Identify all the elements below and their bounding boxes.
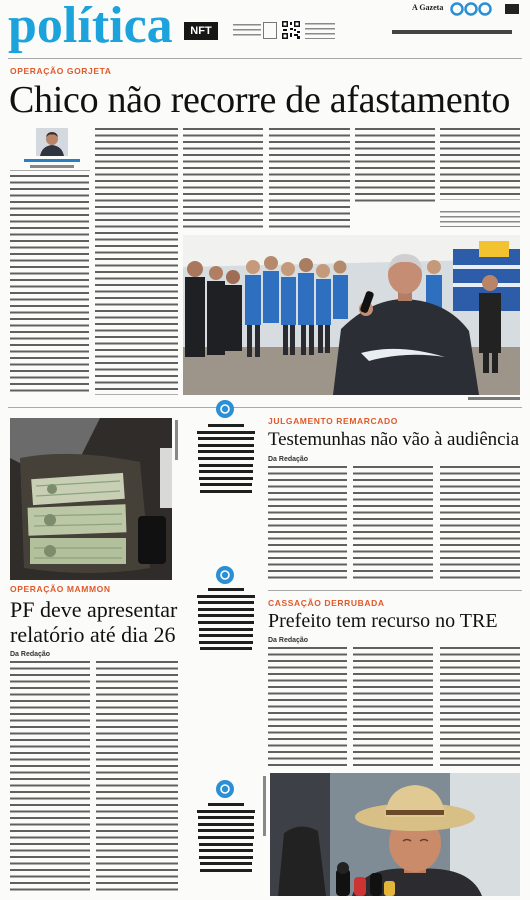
text-line [197, 595, 254, 598]
witnesses-body-column-3 [440, 466, 520, 580]
text-line [198, 457, 253, 460]
text-line [197, 810, 254, 813]
mayor-body-column-1 [268, 647, 347, 767]
main-headline: Chico não recorre de afastamento [9, 79, 511, 121]
gazeta-logo-dots-icon [450, 2, 494, 16]
mayor-body-column-2 [353, 647, 433, 767]
text-line [208, 424, 244, 427]
blue-circle-icon [216, 780, 234, 798]
publication-name: A Gazeta [412, 3, 444, 12]
main-body-column-1 [10, 175, 89, 395]
blue-circle-icon [216, 400, 234, 418]
text-line [199, 470, 253, 473]
main-body-column-5 [355, 128, 435, 206]
text-line [198, 608, 254, 611]
sidebar-highlight-3 [197, 803, 255, 876]
main-photo [183, 235, 520, 395]
right-divider [268, 590, 522, 591]
text-line [198, 621, 253, 624]
mayor-photo [270, 773, 520, 896]
main-photo-caption [440, 211, 520, 227]
text-line [199, 634, 253, 637]
text-line [198, 601, 255, 604]
main-body-column-3 [183, 128, 263, 229]
mayor-headline: Prefeito tem recurso no TRE [268, 610, 498, 632]
text-line [198, 614, 254, 617]
text-line [199, 464, 254, 467]
section-badge: NFT [184, 22, 218, 40]
author-role [30, 165, 74, 168]
sidebar-highlight-1 [197, 424, 255, 497]
text-line [198, 437, 255, 440]
text-line [199, 628, 254, 631]
text-line [208, 803, 244, 806]
author-divider [10, 170, 90, 171]
phone-icon [263, 22, 277, 39]
text-line [200, 647, 253, 650]
text-line [198, 836, 253, 839]
witnesses-body-column-2 [353, 466, 433, 580]
text-line [200, 869, 252, 872]
header-note-text [233, 24, 261, 38]
main-body-column-2 [95, 128, 178, 395]
text-line [197, 431, 254, 434]
text-line [198, 816, 255, 819]
sidebar-highlight-2 [197, 588, 255, 654]
main-body-column-4 [269, 128, 350, 229]
text-line [200, 483, 253, 486]
witnesses-byline: Da Redação [268, 456, 309, 463]
text-line [198, 450, 254, 453]
witnesses-headline: Testemunhas não vão à audiência [268, 429, 519, 450]
mayor-photo-credit [263, 776, 266, 836]
banknote-stacks [28, 473, 127, 564]
author-photo [36, 128, 68, 156]
pf-byline: Da Redação [10, 651, 51, 658]
mayor-byline: Da Redação [268, 637, 309, 644]
text-line [200, 862, 253, 865]
phone [138, 516, 166, 564]
text-line [199, 843, 254, 846]
blue-circle-icon [216, 566, 234, 584]
pf-body-column-2 [96, 661, 178, 895]
main-body-column-6 [440, 128, 520, 200]
text-line [198, 444, 254, 447]
pf-body-column-1 [10, 661, 90, 895]
text-line [199, 641, 252, 644]
main-photo-credit [468, 397, 520, 400]
section-divider [8, 407, 522, 408]
text-line [208, 588, 244, 591]
money-photo-credit [175, 420, 178, 460]
header-qr-text [305, 23, 335, 39]
main-kicker: OPERAÇÃO GORJETA [10, 66, 112, 76]
pf-headline-line-2: relatório até dia 26 [10, 622, 176, 647]
text-line [198, 823, 254, 826]
witnesses-kicker: JULGAMENTO REMARCADO [268, 416, 398, 426]
qr-code-icon [281, 20, 301, 40]
pf-headline-line-1: PF deve apresentar [10, 597, 178, 622]
mayor-body-column-3 [440, 647, 520, 767]
text-line [198, 829, 254, 832]
money-photo [10, 418, 172, 580]
text-line [199, 856, 252, 859]
date-line [392, 30, 512, 34]
witnesses-body-column-1 [268, 466, 347, 580]
section-title: política [8, 0, 173, 54]
mayor-kicker: CASSAÇÃO DERRUBADA [268, 598, 385, 608]
text-line [199, 477, 252, 480]
text-line [200, 490, 252, 493]
pf-kicker: OPERAÇÃO MAMMON [10, 584, 111, 594]
text-line [199, 849, 253, 852]
page-number-box [505, 4, 519, 14]
author-name [24, 159, 80, 162]
header-divider [8, 58, 522, 59]
